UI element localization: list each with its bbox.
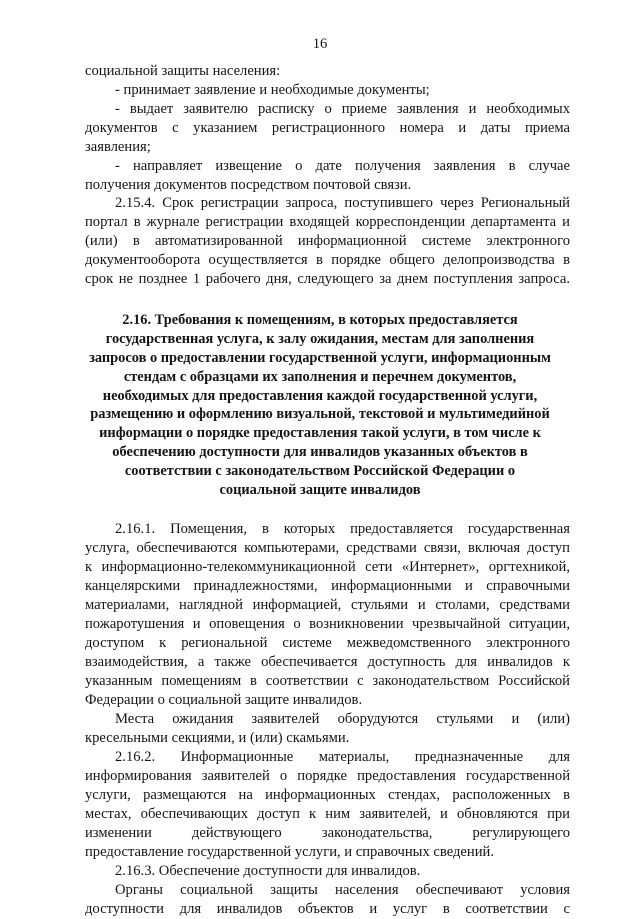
text-line: местах, обеспечивающих доступ к ним заявителей, и обновляются при xyxy=(85,806,570,822)
section-heading-line: соответствии с законодательством Российской Федерации о xyxy=(124,463,516,479)
text-line: документооборота осуществляется в порядке общего делопроизводства в xyxy=(85,252,570,268)
text-line: Федерации о социальной защите инвалидов. xyxy=(85,692,363,708)
text-line: услуга, обеспечиваются компьютерами, средствами связи, включая доступ xyxy=(85,540,570,556)
text-line: к информационно-телекоммуникационной сети «Интернет», оргтехникой, xyxy=(85,559,570,575)
section-heading-line: необходимых для предоставления каждой государственной услуги, xyxy=(102,388,538,404)
text-line: Органы социальной защиты населения обеспечивают условия xyxy=(115,882,570,898)
text-line: 2.16.1. Помещения, в которых предоставляется государственная xyxy=(115,521,570,537)
text-line: изменении действующего законодательства, регулирующего xyxy=(85,825,570,841)
text-line: - принимает заявление и необходимые документы; xyxy=(115,82,430,98)
section-heading-line: информации о порядке предоставления такой услуги, в том числе к xyxy=(99,425,541,441)
text-line: 2.16.3. Обеспечение доступности для инвалидов. xyxy=(115,863,421,879)
text-line: канцелярскими принадлежностями, информационными и справочными xyxy=(85,578,570,594)
text-line: получения документов посредством почтовой связи. xyxy=(85,177,412,193)
text-line: услуги, размещаются на информационных стендах, расположенных в xyxy=(85,787,570,803)
section-heading-line: государственная услуга, к залу ожидания, местам для заполнения xyxy=(105,331,535,347)
section-heading-line: стендам с образцами их заполнения и перечнем документов, xyxy=(123,369,517,385)
text-line: - выдает заявителю расписку о приеме заявления и необходимых xyxy=(115,101,570,117)
text-line: взаимодействия, а также обеспечивается доступность для инвалидов к xyxy=(85,654,570,670)
text-line: социальной защиты населения: xyxy=(85,63,281,79)
text-line: материалами, наглядной информацией, стульями и столами, средствами xyxy=(85,597,570,613)
text-line: информирования заявителей о порядке предоставления государственной xyxy=(85,768,570,784)
text-line: доступности для инвалидов объектов и услуг в соответствии с xyxy=(85,901,570,917)
section-heading-line: 2.16. Требования к помещениям, в которых предоставляется xyxy=(122,312,518,328)
text-line: заявления; xyxy=(85,139,151,155)
text-line: портал в журнале регистрации входящей корреспонденции департамента и xyxy=(85,214,570,230)
text-line: указанным помещениям в соответствии с законодательством Российской xyxy=(85,673,570,689)
text-line: документов с указанием регистрационного номера и даты приема xyxy=(85,120,570,136)
text-line: срок не позднее 1 рабочего дня, следующего за днем поступления запроса. xyxy=(85,271,570,287)
text-line: - направляет извещение о дате получения заявления в случае xyxy=(115,158,570,174)
text-line: пожаротушения и оповещения о возникновении чрезвычайной ситуации, xyxy=(85,616,570,632)
text-line: кресельными секциями, и (или) скамьями. xyxy=(85,730,350,746)
text-line: (или) в автоматизированной информационной системе электронного xyxy=(85,233,570,249)
page-number: 16 xyxy=(312,36,328,52)
text-line: 2.15.4. Срок регистрации запроса, поступившего через Региональный xyxy=(115,195,570,211)
text-line: Места ожидания заявителей оборудуются стульями и (или) xyxy=(115,711,570,727)
section-heading-line: размещению и оформлению визуальной, текстовой и мультимедийной xyxy=(90,406,550,422)
section-heading-line: запросов о предоставлении государственной услуги, информационным xyxy=(89,350,551,366)
text-line: доступом к региональной системе межведомственного электронного xyxy=(85,635,570,651)
section-heading-line: обеспечению доступности для инвалидов указанных объектов в xyxy=(112,444,528,460)
section-heading-line: социальной защите инвалидов xyxy=(219,482,421,498)
text-line: 2.16.2. Информационные материалы, предназначенные для xyxy=(115,749,570,765)
text-line: предоставление государственной услуги, и справочных сведений. xyxy=(85,844,494,860)
